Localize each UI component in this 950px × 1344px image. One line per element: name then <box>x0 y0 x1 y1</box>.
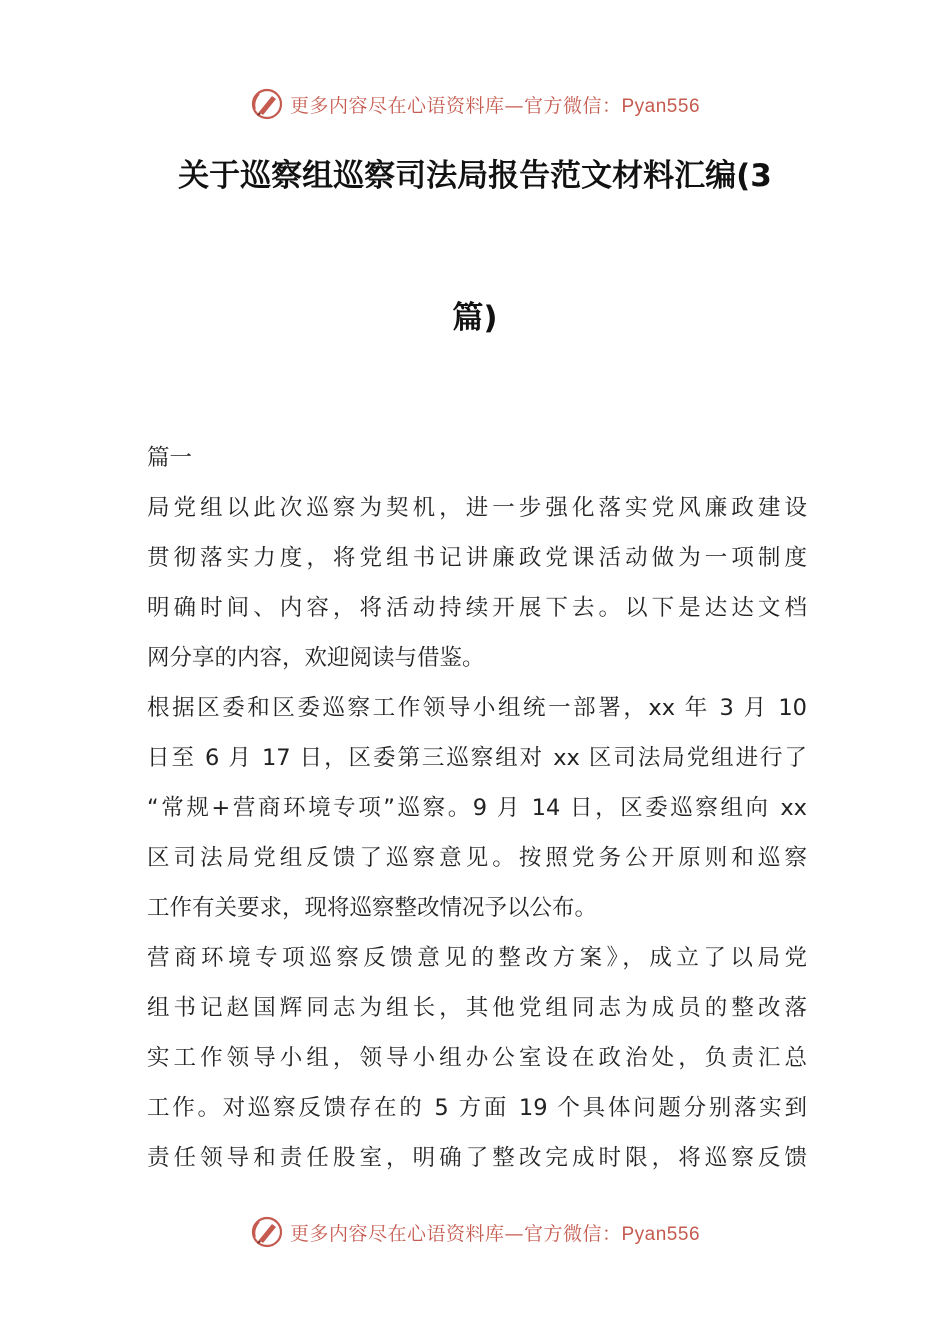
text-line: 明确时间、内容，将活动持续开展下去。以下是达达文档 <box>147 595 807 621</box>
pen-logo-icon <box>250 87 284 121</box>
footer-banner <box>0 1212 950 1252</box>
text-line: 工作。对巡察反馈存在的 5 方面 19 个具体问题分别落实到 <box>147 1095 807 1121</box>
text-line: 贯彻落实力度，将党组书记讲廉政党课活动做为一项制度 <box>147 545 807 571</box>
section-heading: 篇一 <box>147 445 193 471</box>
text-line: 工作有关要求，现将巡察整改情况予以公布。 <box>147 895 598 921</box>
text-line: 营商环境专项巡察反馈意见的整改方案》，成立了以局党 <box>147 945 807 971</box>
text-line: 日至 6 月 17 日，区委第三巡察组对 xx 区司法局党组进行了 <box>147 745 807 771</box>
text-line: 组书记赵国辉同志为组长，其他党组同志为成员的整改落 <box>147 995 807 1021</box>
pen-logo-icon <box>250 1215 284 1249</box>
wechat-id: Pyan556 <box>621 1223 701 1245</box>
footer-banner-text: 更多内容尽在心语资料库—官方微信：Pyan556 <box>289 1222 701 1245</box>
text-line: 区司法局党组反馈了巡察意见。按照党务公开原则和巡察 <box>147 845 807 871</box>
text-line: 实工作领导小组，领导小组办公室设在政治处，负责汇总 <box>147 1045 807 1071</box>
text-line: “常规+营商环境专项”巡察。9 月 14 日，区委巡察组向 xx <box>147 795 807 821</box>
text-line: 责任领导和责任股室，明确了整改完成时限，将巡察反馈 <box>147 1145 807 1171</box>
document-body <box>147 433 807 1183</box>
header-banner-text: 更多内容尽在心语资料库—官方微信：Pyan556 <box>289 94 701 117</box>
text-line: 局党组以此次巡察为契机，进一步强化落实党风廉政建设 <box>147 495 807 521</box>
wechat-id: Pyan556 <box>621 95 701 117</box>
text-line: 网分享的内容，欢迎阅读与借鉴。 <box>147 645 485 671</box>
document-title-line-2: 篇) <box>452 300 498 336</box>
text-line: 根据区委和区委巡察工作领导小组统一部署，xx 年 3 月 10 <box>147 695 807 721</box>
header-banner <box>0 84 950 124</box>
document-title-line-1: 关于巡察组巡察司法局报告范文材料汇编(3 <box>178 158 772 194</box>
